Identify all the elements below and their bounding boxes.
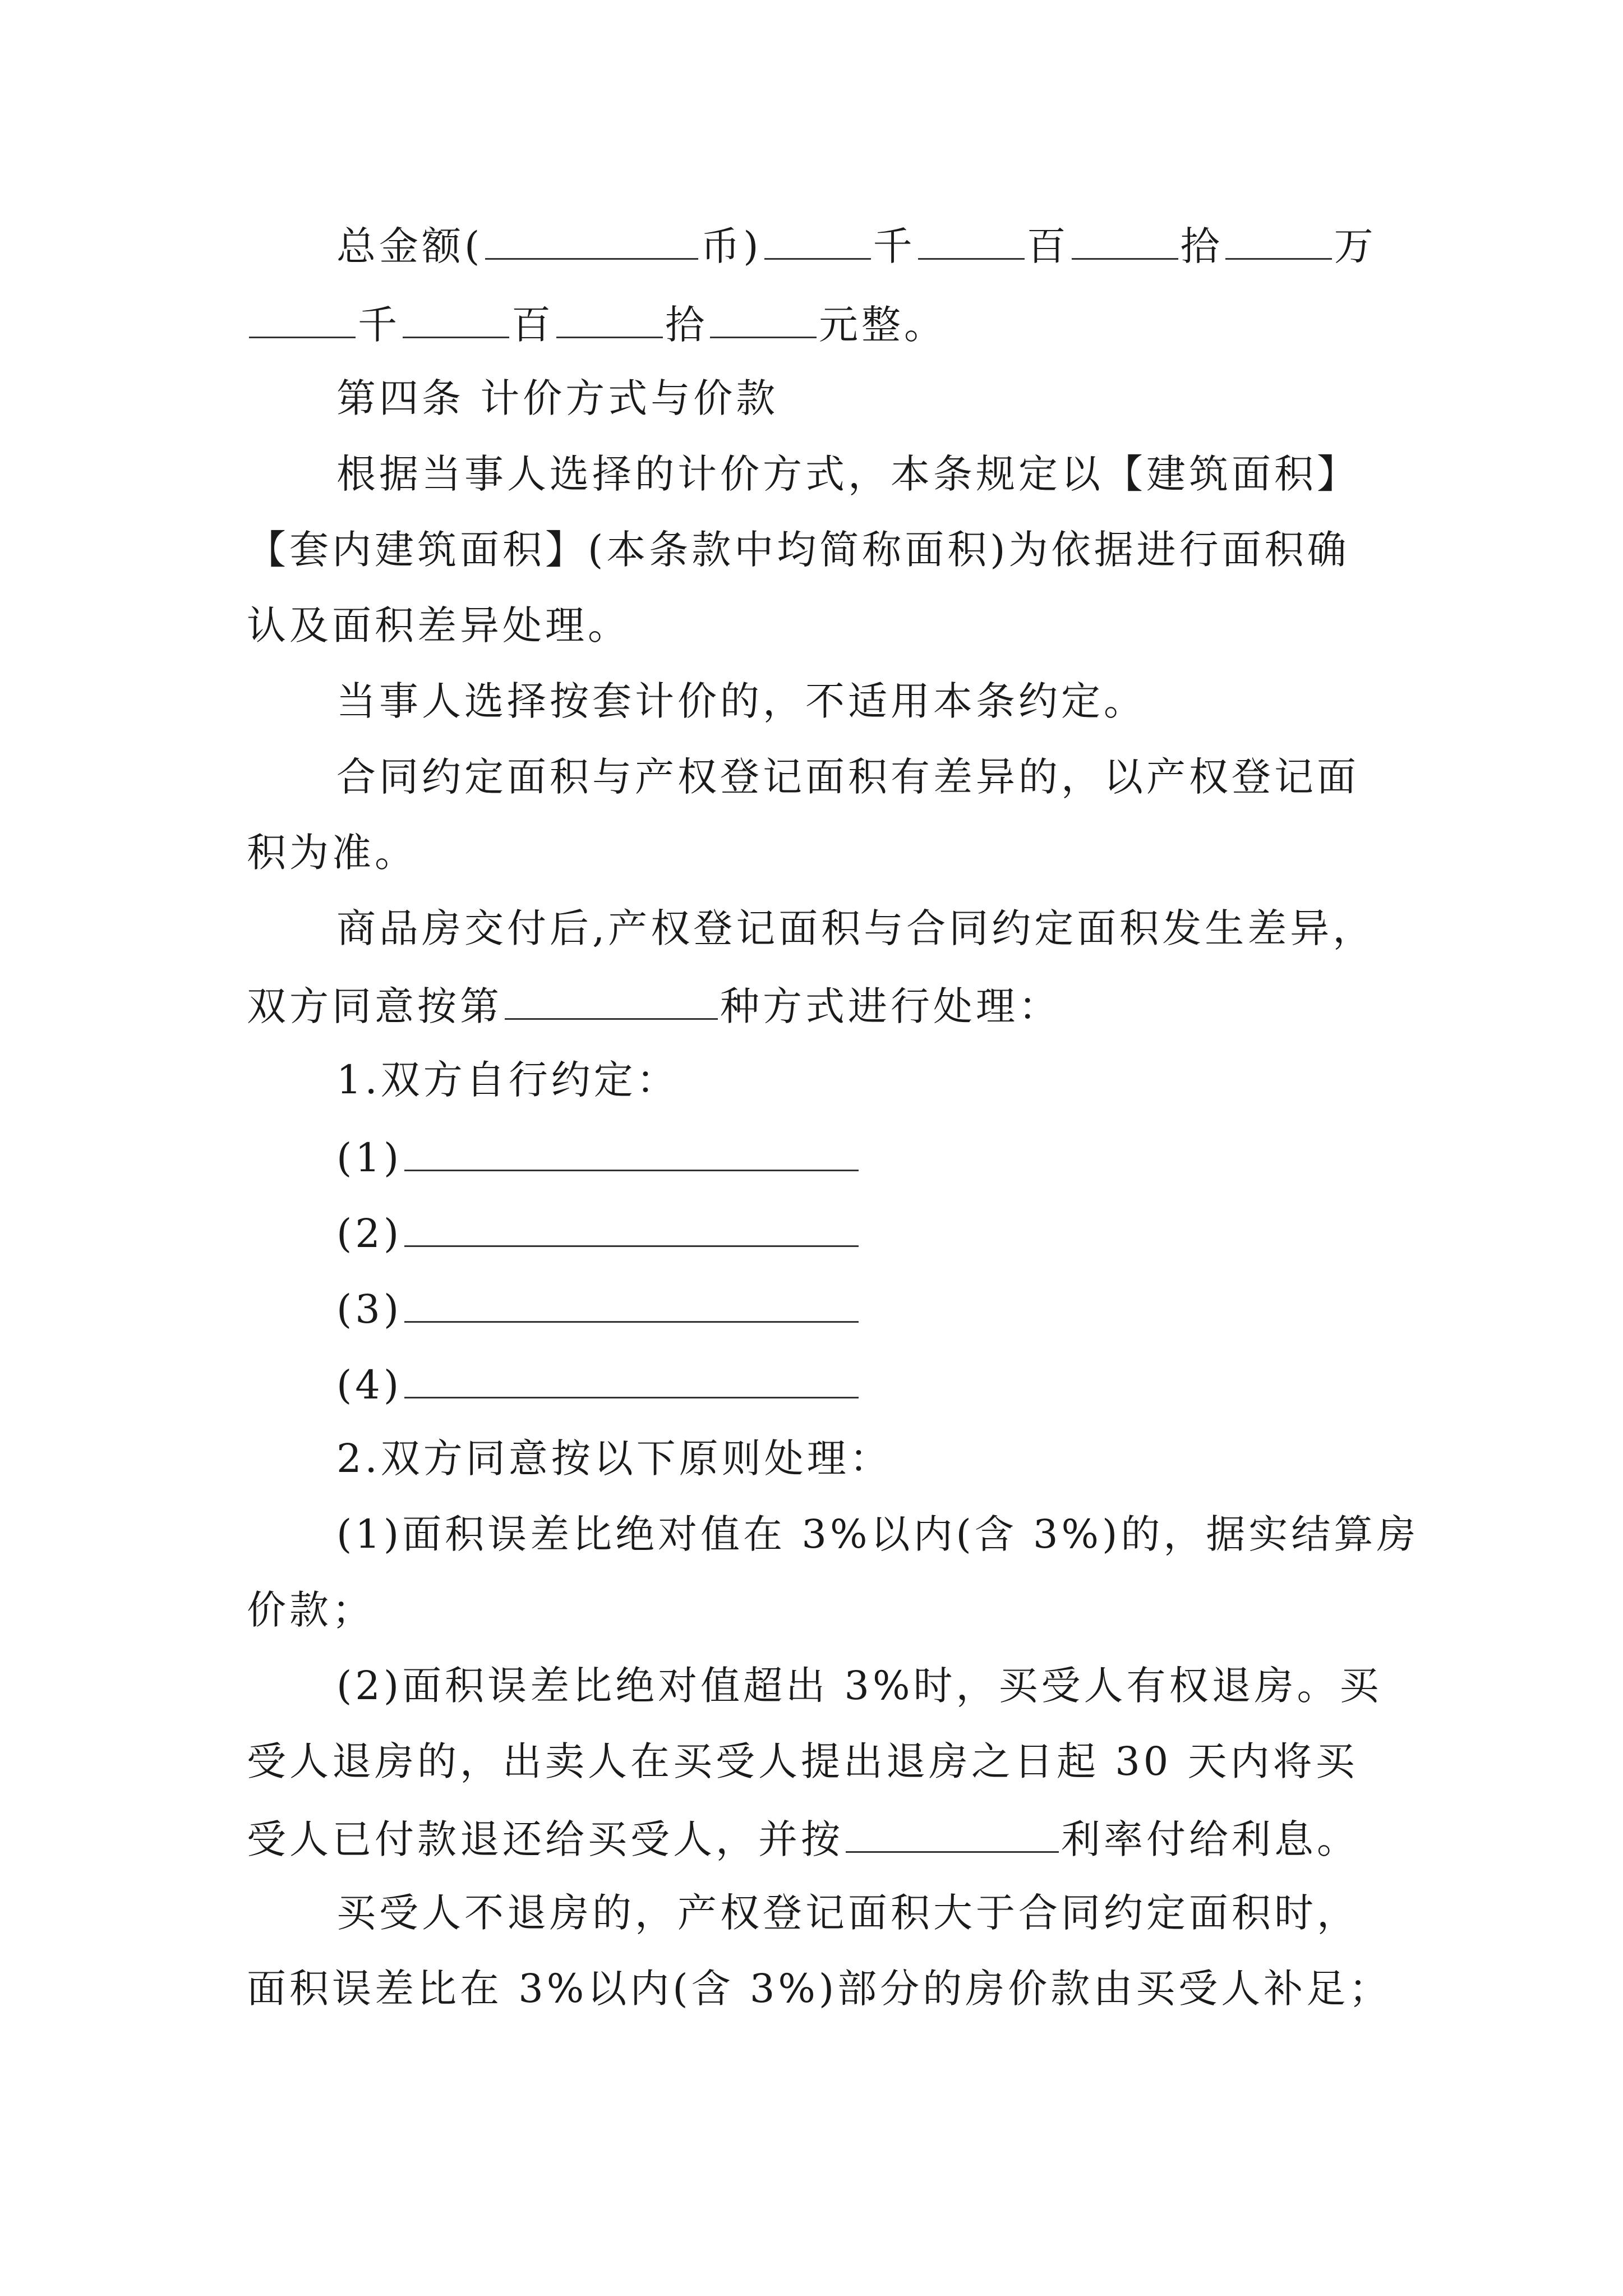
- agreement-blank[interactable]: [404, 1206, 859, 1247]
- amount-blank[interactable]: [1225, 219, 1332, 260]
- amount-blank[interactable]: [918, 219, 1025, 260]
- total-amount-line: [336, 219, 1458, 269]
- paragraph-line: 商品房交付后,产权登记面积与合同约定面积发生差异，: [336, 905, 1376, 951]
- paragraph-line: 2.双方同意按以下原则处理：: [336, 1435, 892, 1481]
- text-segment: 元整。: [819, 302, 947, 348]
- paragraph-line: (2)面积误差比绝对值超出 3%时，买受人有权退房。买: [336, 1663, 1382, 1709]
- interest-rate-line: [247, 1812, 1537, 1862]
- text-segment: 种方式进行处理：: [720, 983, 1061, 1029]
- interest-rate-blank[interactable]: [846, 1812, 1059, 1853]
- amount-blank[interactable]: [764, 219, 871, 260]
- paragraph-line: 认及面积差异处理。: [247, 602, 630, 648]
- paragraph-line: 【套内建筑面积】(本条款中均简称面积)为依据进行面积确: [247, 527, 1350, 573]
- agreement-item: [336, 1282, 1458, 1332]
- paragraph-line: 根据当事人选择的计价方式，本条规定以【建筑面积】: [336, 451, 1359, 497]
- method-choice-line: [247, 979, 1481, 1029]
- paragraph-line: 面积误差比在 3%以内(含 3%)部分的房价款由买受人补足；: [247, 1966, 1392, 2012]
- amount-blank[interactable]: [249, 297, 356, 338]
- agreement-item: [336, 1206, 1458, 1257]
- text-segment: 双方同意按第: [247, 983, 502, 1029]
- paragraph-line: 1.双方自行约定：: [336, 1057, 679, 1103]
- text-segment: 千: [358, 302, 400, 348]
- agreement-blank[interactable]: [404, 1130, 859, 1171]
- agreement-item: [336, 1130, 1458, 1181]
- text-segment: 拾: [1180, 223, 1223, 269]
- amount-blank[interactable]: [403, 297, 509, 338]
- agreement-item: [336, 1358, 1458, 1408]
- paragraph-line: 价款；: [247, 1587, 375, 1633]
- item-number: (3): [336, 1286, 403, 1332]
- currency-blank[interactable]: [485, 219, 698, 260]
- agreement-blank[interactable]: [404, 1282, 859, 1323]
- paragraph-line: 当事人选择按套计价的，不适用本条约定。: [336, 678, 1146, 724]
- item-number: (2): [336, 1211, 403, 1257]
- text-segment: 百: [511, 302, 554, 348]
- paragraph-line: 积为准。: [247, 830, 417, 876]
- item-number: (4): [336, 1362, 403, 1408]
- paragraph-line: (1)面积误差比绝对值在 3%以内(含 3%)的，据实结算房: [336, 1511, 1419, 1557]
- total-amount-line-2: [247, 297, 1368, 348]
- paragraph-line: 买受人不退房的，产权登记面积大于合同约定面积时，: [336, 1890, 1359, 1936]
- amount-blank[interactable]: [710, 297, 817, 338]
- paragraph-line: 受人退房的，出卖人在买受人提出退房之日起 30 天内将买: [247, 1738, 1358, 1784]
- text-segment: 百: [1026, 223, 1069, 269]
- text-segment: 千: [873, 223, 916, 269]
- amount-blank[interactable]: [1072, 219, 1178, 260]
- text-segment: 利率付给利息。: [1061, 1816, 1359, 1862]
- method-blank[interactable]: [505, 979, 718, 1020]
- item-number: (1): [336, 1135, 403, 1181]
- amount-blank[interactable]: [556, 297, 663, 338]
- agreement-blank[interactable]: [404, 1358, 859, 1398]
- text-segment: 万: [1334, 223, 1377, 269]
- text-segment: 受人已付款退还给买受人，并按: [247, 1816, 843, 1862]
- text-segment: 总金额(: [336, 223, 483, 269]
- paragraph-line: 合同约定面积与产权登记面积有差异的，以产权登记面: [336, 754, 1359, 800]
- article-heading: 第四条 计价方式与价款: [336, 375, 779, 421]
- text-segment: 币): [700, 223, 762, 269]
- text-segment: 拾: [665, 302, 708, 348]
